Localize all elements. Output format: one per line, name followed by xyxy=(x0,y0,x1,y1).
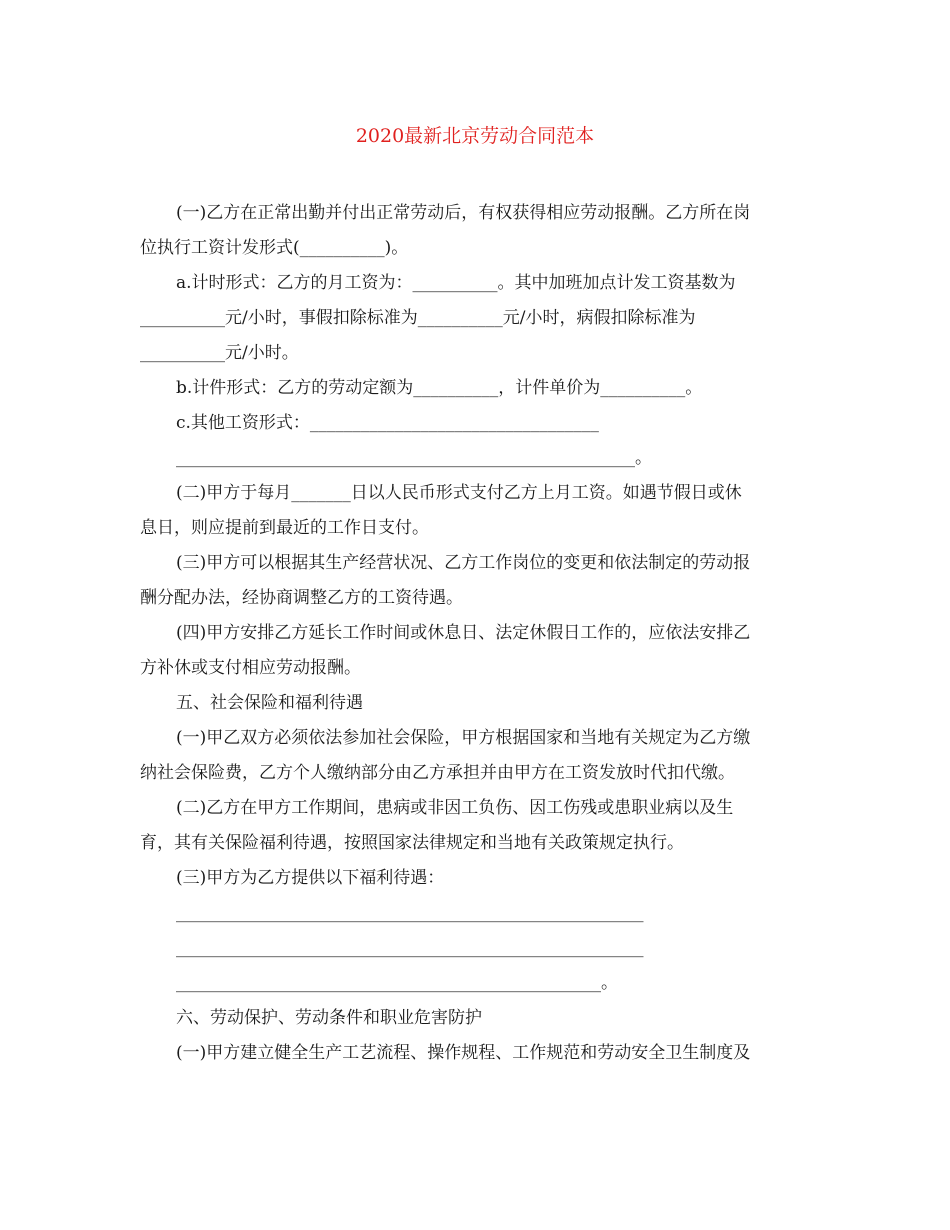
paragraph-line: 纳社会保险费，乙方个人缴纳部分由乙方承担并由甲方在工资发放时代扣代缴。 xyxy=(140,763,735,783)
blank-fill-line: __________________________________________________。 xyxy=(176,973,618,993)
paragraph-line: (三)甲方为乙方提供以下福利待遇： xyxy=(176,868,445,888)
paragraph-line: (二)甲方于每月_______日以人民币形式支付乙方上月工资。如遇节假日或休 xyxy=(176,483,742,503)
section-heading: 五、社会保险和福利待遇 xyxy=(176,693,363,713)
paragraph-line: __________元/小时，事假扣除标准为__________元/小时，病假扣除标准为 xyxy=(140,308,696,328)
paragraph-line: a.计时形式：乙方的月工资为：__________。其中加班加点计发工资基数为 xyxy=(176,273,736,293)
paragraph-line: b.计件形式：乙方的劳动定额为__________，计件单价为__________。 xyxy=(176,378,703,398)
paragraph-line: 酬分配办法，经协商调整乙方的工资待遇。 xyxy=(140,588,463,608)
document-body xyxy=(140,196,820,1071)
paragraph-line: c.其他工资形式：__________________________________ xyxy=(176,413,599,433)
paragraph-line: 方补休或支付相应劳动报酬。 xyxy=(140,658,361,678)
blank-fill-line: _______________________________________________________ xyxy=(176,903,644,923)
document-title: 2020最新北京劳动合同范本 xyxy=(355,125,595,147)
paragraph-line: __________元/小时。 xyxy=(140,343,299,363)
paragraph-line: (二)乙方在甲方工作期间，患病或非因工负伤、因工伤残或患职业病以及生 xyxy=(176,798,734,818)
paragraph-line: 息日，则应提前到最近的工作日支付。 xyxy=(140,518,429,538)
section-heading: 六、劳动保护、劳动条件和职业危害防护 xyxy=(176,1008,482,1028)
paragraph-line: (一)乙方在正常出勤并付出正常劳动后，有权获得相应劳动报酬。乙方所在岗 xyxy=(176,203,751,223)
paragraph-line: (一)甲乙双方必须依法参加社会保险，甲方根据国家和当地有关规定为乙方缴 xyxy=(176,728,751,748)
paragraph-line: 育，其有关保险福利待遇，按照国家法律规定和当地有关政策规定执行。 xyxy=(140,833,684,853)
paragraph-line: (三)甲方可以根据其生产经营状况、乙方工作岗位的变更和依法制定的劳动报 xyxy=(176,553,751,573)
blank-fill-line: _______________________________________________________ xyxy=(176,938,644,958)
paragraph-line: ______________________________________________________。 xyxy=(176,448,652,468)
paragraph-line: (一)甲方建立健全生产工艺流程、操作规程、工作规范和劳动安全卫生制度及 xyxy=(176,1043,751,1063)
paragraph-line: 位执行工资计发形式(__________)。 xyxy=(140,238,409,258)
paragraph-line: (四)甲方安排乙方延长工作时间或休息日、法定休假日工作的，应依法安排乙 xyxy=(176,623,751,643)
